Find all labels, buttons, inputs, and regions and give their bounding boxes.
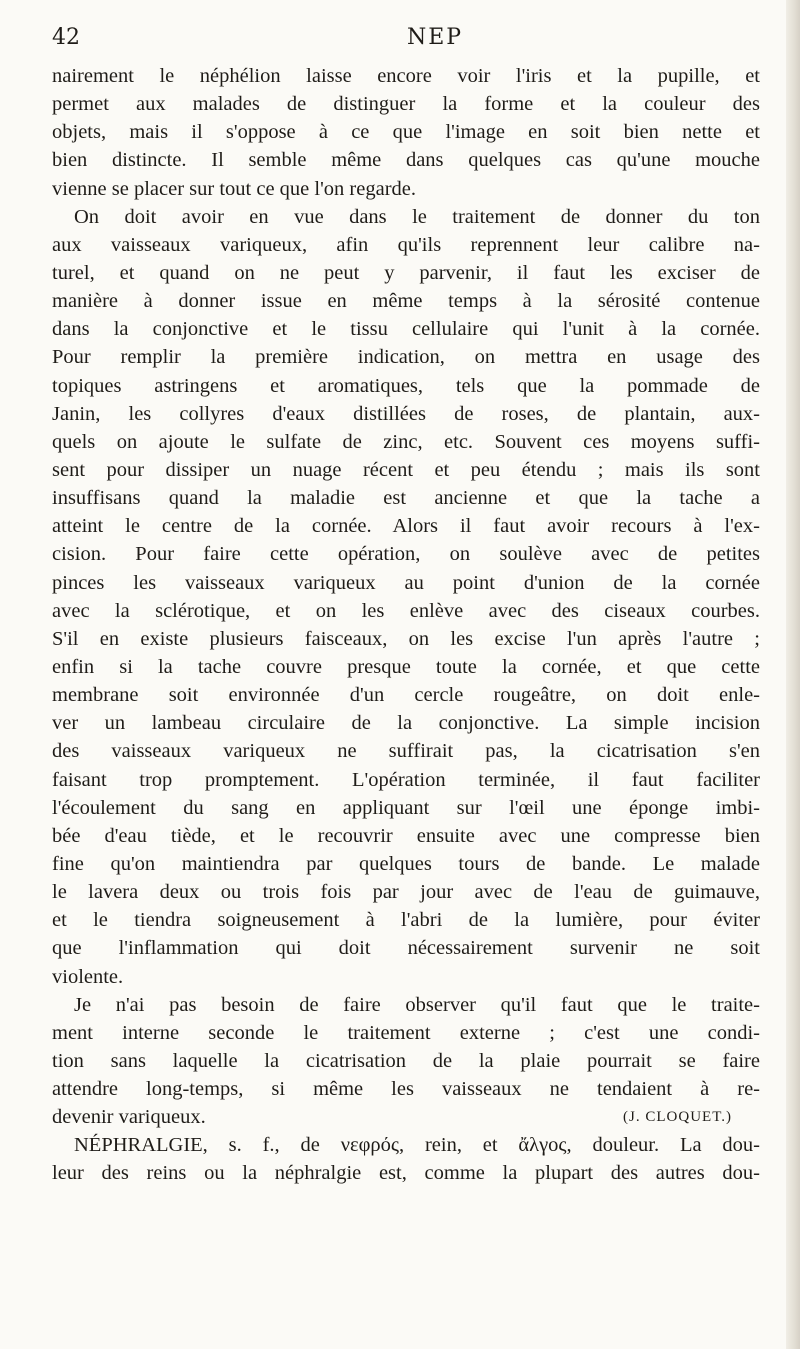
text-line: ment interne seconde le traitement externe ; c'est une condi- [52,1021,760,1044]
text-line: permet aux malades de distinguer la forme et la couleur des [52,93,760,116]
text-line: insuffisans quand la maladie est ancienne et que la tache a [52,487,760,510]
page-number: 42 [52,25,80,50]
text-line: cision. Pour faire cette opération, on soulève avec de petites [52,543,760,566]
text-line: enfin si la tache couvre presque toute la cornée, et que cette [52,655,760,678]
text-line: l'écoulement du sang en appliquant sur l'œil une éponge imbi- [52,796,760,819]
text-line: violente. [52,965,124,988]
text-line: Janin, les collyres d'eaux distillées de roses, de plantain, aux- [52,402,760,425]
text-line: fine qu'on maintiendra par quelques tours de bande. Le malade [52,852,760,875]
text-line: pinces les vaisseaux variqueux au point d'union de la cornée [52,571,760,594]
text-line: S'il en existe plusieurs faisceaux, on les excise l'un après l'autre ; [52,627,760,650]
text-line: des vaisseaux variqueux ne suffirait pas, la cicatrisation s'en [52,740,760,763]
text-line: vienne se placer sur tout ce que l'on regarde. [52,177,416,200]
text-line: manière à donner issue en même temps à la sérosité contenue [52,290,760,313]
page-edge-shadow [786,0,800,1349]
text-line: atteint le centre de la cornée. Alors il faut avoir recours à l'ex- [52,515,760,538]
entry-heading-line: NÉPHRALGIE, s. f., de νεφρός, rein, et ἄλγος, douleur. La dou- [74,1134,760,1157]
text-line: tion sans laquelle la cicatrisation de la plaie pourrait se faire [52,1049,760,1072]
text-line: turel, et quand on ne peut y parvenir, il faut les exciser de [52,261,760,284]
author-signature: (J. CLOQUET.) [623,1109,732,1126]
text-line: aux vaisseaux variqueux, afin qu'ils reprennent leur calibre na- [52,233,760,256]
text-line: On doit avoir en vue dans le traitement de donner du ton [74,205,760,228]
text-line: Pour remplir la première indication, on mettra en usage des [52,346,760,369]
text-line: objets, mais il s'oppose à ce que l'image en soit bien nette et [52,121,760,144]
text-line: que l'inflammation qui doit nécessairement survenir ne soit [52,937,760,960]
text-line: nairement le néphélion laisse encore voir l'iris et la pupille, et [52,65,760,87]
text-line: ver un lambeau circulaire de la conjonctive. La simple incision [52,712,760,735]
page-header [52,18,752,58]
text-line: Je n'ai pas besoin de faire observer qu'il faut que le traite- [74,993,760,1016]
text-line: bée d'eau tiède, et le recouvrir ensuite avec une compresse bien [52,824,760,847]
text-line: avec la sclérotique, et on les enlève avec des ciseaux courbes. [52,599,760,622]
text-line: et le tiendra soigneusement à l'abri de la lumière, pour éviter [52,909,760,932]
text-line-with-signature [52,1103,760,1131]
text-line: membrane soit environnée d'un cercle rougeâtre, on doit enle- [52,684,760,707]
body-text [52,62,760,1188]
text-line: attendre long-temps, si même les vaisseaux ne tendaient à re- [52,1078,760,1101]
text-line: leur des reins ou la néphralgie est, comme la plupart des autres dou- [52,1162,760,1185]
text-line: le lavera deux ou trois fois par jour avec de l'eau de guimauve, [52,881,760,904]
text-line: bien distincte. Il semble même dans quelques cas qu'une mouche [52,149,760,172]
text-line: devenir variqueux. [52,1106,206,1129]
running-head: NEP [407,25,464,50]
text-line: faisant trop promptement. L'opération terminée, il faut faciliter [52,768,760,791]
text-line: dans la conjonctive et le tissu cellulaire qui l'unit à la cornée. [52,318,760,341]
text-line: sent pour dissiper un nuage récent et peu étendu ; mais ils sont [52,458,760,481]
text-line: quels on ajoute le sulfate de zinc, etc. Souvent ces moyens suffi- [52,430,760,453]
text-line: topiques astringens et aromatiques, tels que la pommade de [52,374,760,397]
